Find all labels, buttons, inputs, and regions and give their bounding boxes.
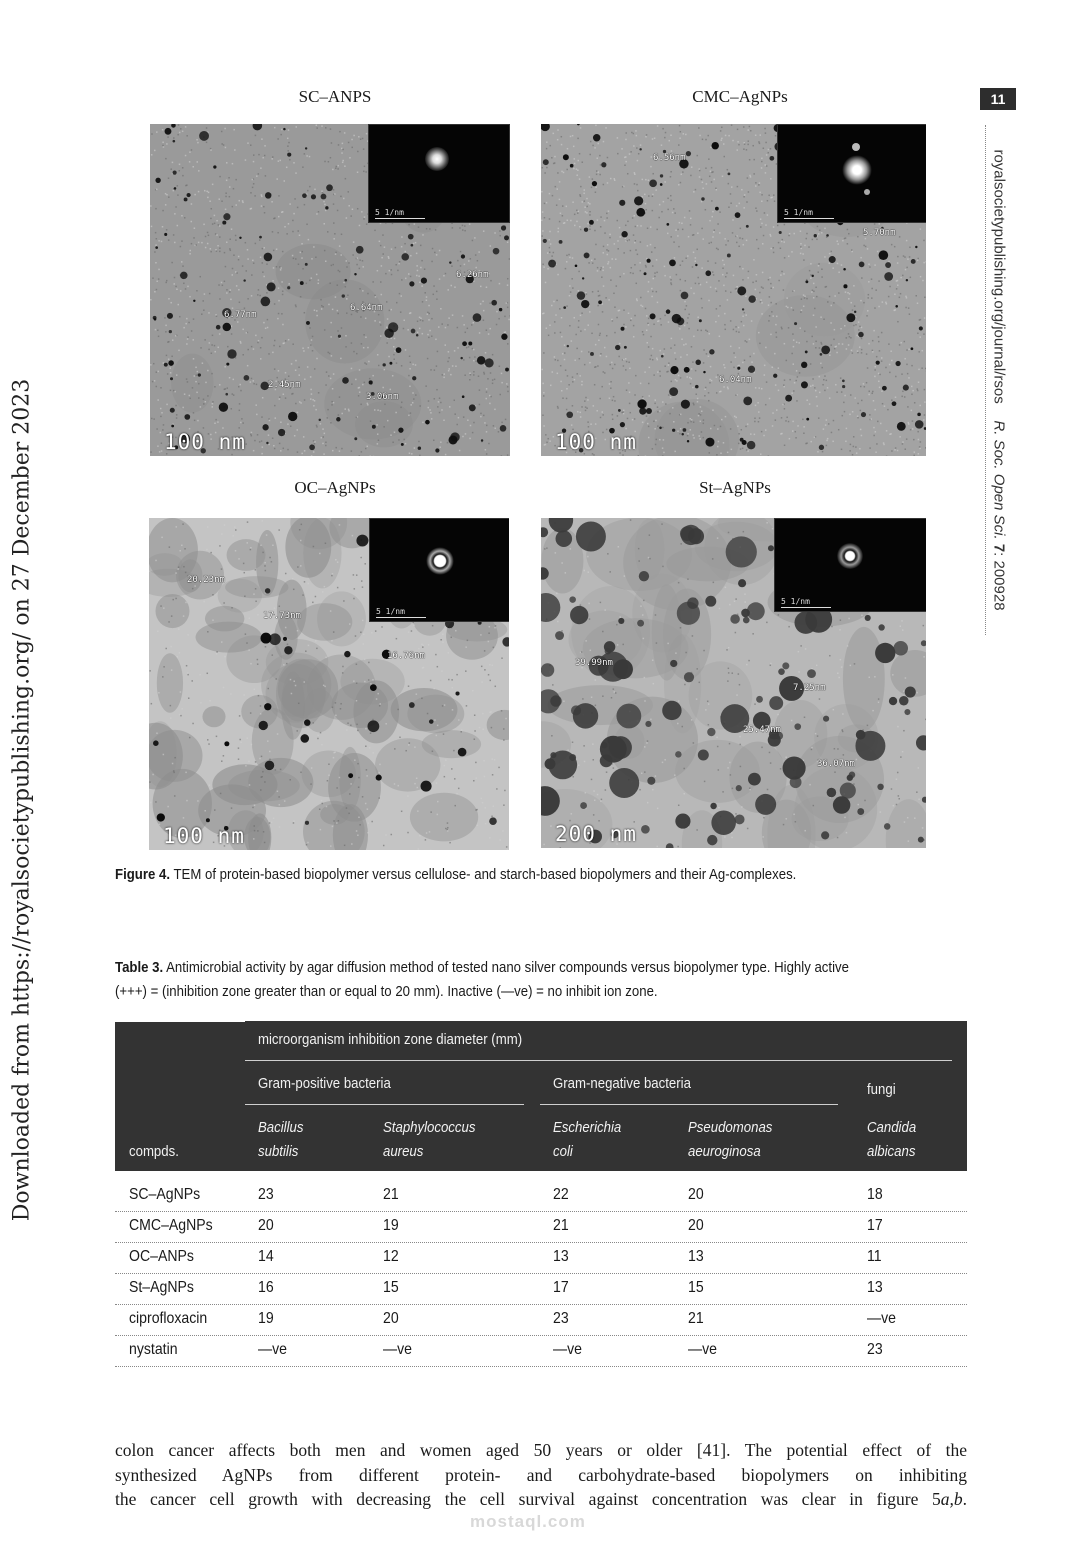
value-cell: 23 (867, 1341, 883, 1358)
value-cell: 18 (867, 1186, 883, 1203)
page-number: 11 (980, 88, 1016, 110)
figure-ref[interactable]: a,b (940, 1489, 963, 1509)
header-organism: coli (553, 1143, 573, 1160)
size-label: 16.76nm (387, 651, 425, 661)
size-label: 17.73nm (263, 611, 301, 621)
size-label: 2.45nm (268, 380, 301, 390)
value-cell: 13 (867, 1279, 883, 1296)
value-cell: 21 (553, 1217, 569, 1234)
header-fungi: fungi (867, 1081, 896, 1098)
scale-bar-sc: 100 nm (164, 430, 246, 454)
running-head (985, 125, 1012, 635)
watermark: mostaql.com (470, 1512, 586, 1531)
diffraction-inset-sc (368, 124, 510, 223)
compound-cell: ciprofloxacin (129, 1310, 208, 1327)
size-label: 6.64nm (350, 303, 383, 313)
header-measure: microorganism inhibition zone diameter (mm) (258, 1031, 523, 1048)
panel-title-oc: OC–AgNPs (294, 478, 376, 497)
header-organism: aeuroginosa (688, 1143, 761, 1160)
size-label: 36.07nm (817, 759, 855, 769)
value-cell: 13 (688, 1248, 704, 1265)
inset-scale-oc: 5 1/nm (376, 607, 405, 616)
value-cell: 23 (553, 1310, 569, 1327)
body-line: colon cancer affects both men and women aged 50 years or older [41]. The potential effect of the (115, 1440, 967, 1460)
value-cell: 21 (688, 1310, 704, 1327)
compound-cell: CMC–AgNPs (129, 1217, 213, 1234)
value-cell: 11 (867, 1248, 882, 1265)
value-cell: —ve (258, 1341, 287, 1358)
size-label: 3.06nm (366, 392, 399, 402)
size-label: 20.23nm (187, 575, 225, 585)
value-cell: 16 (258, 1279, 274, 1296)
value-cell: —ve (383, 1341, 412, 1358)
table-row (115, 1242, 967, 1274)
value-cell: 20 (258, 1217, 274, 1234)
figure-caption (115, 866, 872, 883)
size-label: 7.25nm (793, 683, 826, 693)
table-row (115, 1273, 967, 1305)
value-cell: 22 (553, 1186, 569, 1203)
value-cell: —ve (553, 1341, 582, 1358)
header-organism: albicans (867, 1143, 916, 1160)
scale-bar-oc: 100 nm (163, 824, 245, 848)
value-cell: —ve (867, 1310, 896, 1327)
header-organism: aureus (383, 1143, 424, 1160)
scale-bar-cmc: 100 nm (555, 430, 637, 454)
size-label: 6.04nm (719, 375, 752, 385)
value-cell: 14 (258, 1248, 274, 1265)
value-cell: 19 (383, 1217, 399, 1234)
panel-title-st: St–AgNPs (699, 478, 771, 497)
value-cell: 20 (688, 1217, 704, 1234)
tem-image-oc (149, 518, 509, 850)
journal-volume: 7 (990, 543, 1008, 553)
size-label: 6.56nm (653, 153, 686, 163)
table-row (115, 1211, 967, 1243)
compound-cell: SC–AgNPs (129, 1186, 201, 1203)
header-organism: Pseudomonas (688, 1119, 773, 1136)
table-label: Table 3. (115, 959, 164, 976)
size-label: 25.47nm (743, 725, 781, 735)
body-line: synthesized AgNPs from different protein- and carbohydrate-based biopolymers on inhibiting (115, 1464, 967, 1485)
compound-cell: OC–ANPs (129, 1248, 194, 1265)
value-cell: 19 (258, 1310, 274, 1327)
header-gram-negative: Gram-negative bacteria (553, 1075, 691, 1092)
table-row (115, 1180, 967, 1212)
value-cell: 15 (383, 1279, 399, 1296)
panel-title-sc: SC–ANPS (298, 87, 372, 106)
diffraction-inset-cmc (777, 124, 926, 223)
header-organism: Staphylococcus (383, 1119, 476, 1136)
journal-name: R. Soc. Open Sci. (990, 420, 1008, 540)
header-organism: Bacillus (258, 1119, 304, 1136)
header-organism: subtilis (258, 1143, 299, 1160)
table-caption (115, 956, 969, 1004)
compound-cell: St–AgNPs (129, 1279, 194, 1296)
value-cell: 17 (553, 1279, 569, 1296)
inset-scale-sc: 5 1/nm (375, 208, 404, 217)
inset-scale-cmc: 5 1/nm (784, 208, 813, 217)
scale-bar-st: 200 nm (555, 822, 637, 846)
table-header (115, 1021, 967, 1171)
size-label: 6.77nm (224, 310, 257, 320)
value-cell: —ve (688, 1341, 717, 1358)
value-cell: 20 (688, 1186, 704, 1203)
size-label: 39.99nm (575, 658, 613, 668)
table-row (115, 1335, 967, 1367)
journal-url[interactable]: royalsocietypublishing.org/journal/rsos (990, 149, 1008, 404)
diffraction-inset-oc (369, 518, 509, 622)
value-cell: 12 (383, 1248, 399, 1265)
inset-scale-st: 5 1/nm (781, 597, 810, 606)
body-paragraph (115, 1438, 967, 1512)
header-gram-positive: Gram-positive bacteria (258, 1075, 391, 1092)
body-line: the cancer cell growth with decreasing the cell survival against concentration was clear in figure 5a,b. (115, 1489, 967, 1509)
header-compds: compds. (129, 1143, 179, 1160)
size-label: 5.70nm (863, 228, 896, 238)
value-cell: 23 (258, 1186, 274, 1203)
value-cell: 15 (688, 1279, 704, 1296)
value-cell: 21 (383, 1186, 399, 1203)
value-cell: 17 (867, 1217, 883, 1234)
value-cell: 13 (553, 1248, 569, 1265)
diffraction-inset-st (774, 518, 926, 612)
figure-caption-text: TEM of protein-based biopolymer versus cellulose- and starch-based biopolymers and their Ag-complexes. (173, 866, 797, 883)
compound-cell: nystatin (129, 1341, 178, 1358)
header-organism: Escherichia (553, 1119, 622, 1136)
value-cell: 20 (383, 1310, 399, 1327)
tem-image-sc (150, 124, 510, 456)
article-number: : 200928 (990, 552, 1008, 611)
figure-label: Figure 4. (115, 866, 171, 883)
download-notice: Downloaded from https://royalsocietypublishing.org/ on 27 December 2023 (9, 378, 35, 1222)
tem-image-cmc (541, 124, 926, 456)
panel-title-cmc: CMC–AgNPs (692, 87, 788, 106)
table-caption-line1: Antimicrobial activity by agar diffusion method of tested nano silver compounds versus biopolymer type. Highly active (166, 959, 849, 976)
size-label: 6.26nm (456, 270, 489, 280)
table-caption-line2: (+++) = (inhibition zone greater than or equal to 20 mm). Inactive (—ve) = no inhibit ion zone. (115, 983, 658, 1000)
header-organism: Candida (867, 1119, 917, 1136)
table-row (115, 1304, 967, 1336)
tem-image-st (541, 518, 926, 848)
